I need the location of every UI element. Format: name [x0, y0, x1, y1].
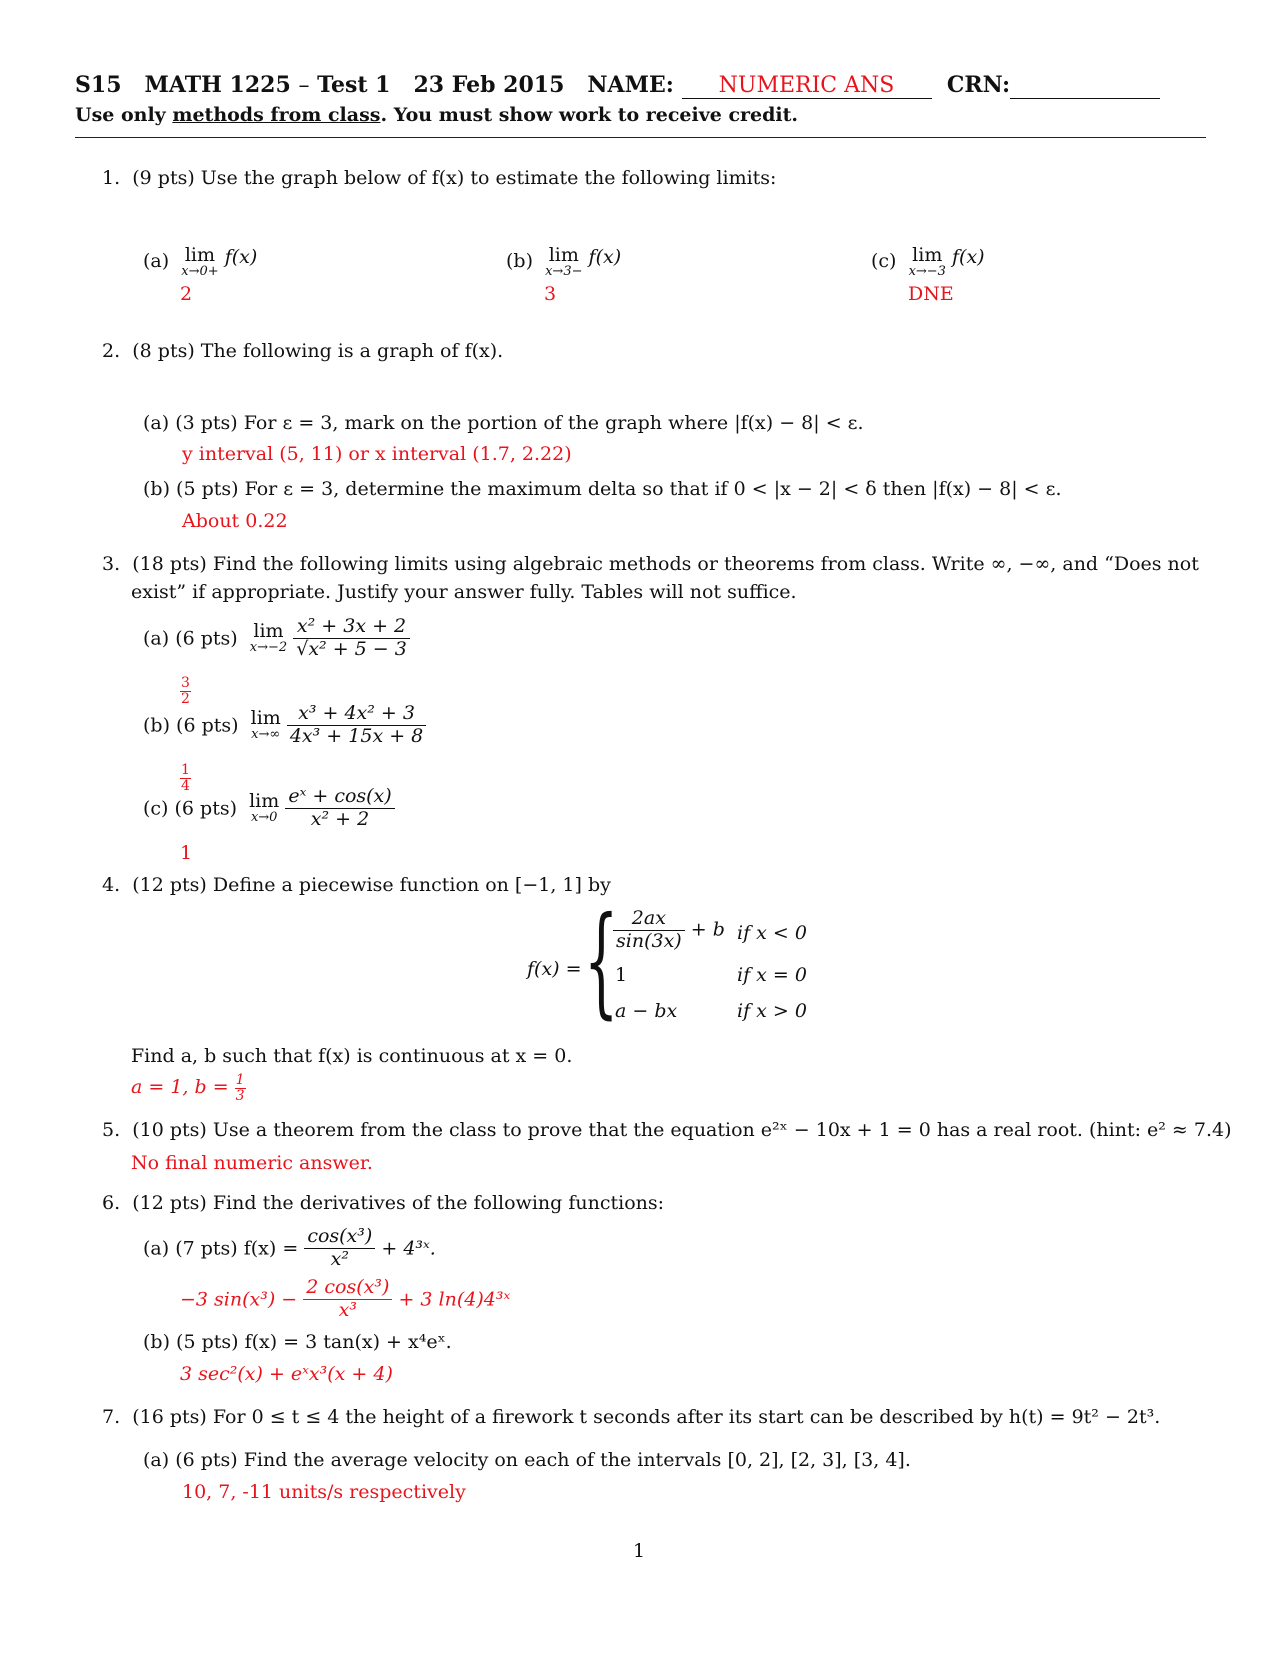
q2-number: 2. [102, 340, 121, 362]
q1a [143, 246, 257, 278]
instructions-text-end: . You must show work to receive credit. [380, 104, 799, 126]
q5-text: (10 pts) Use a theorem from the class to prove that the equation e²ˣ − 10x + 1 = 0 has a real root. (hint: e² ≈ 7.4) [132, 1119, 1232, 1141]
q3b-numerator: x³ + 4x² + 3 [287, 703, 426, 726]
q6a-answer-post: + 3 ln(4)4³ˣ [398, 1288, 511, 1311]
q2b-text: (b) (5 pts) For ε = 3, determine the maximum delta so that if 0 < |x − 2| < δ then |f(x) − 8| < ε. [143, 478, 1062, 500]
q3c-lim: lim [249, 790, 280, 813]
instructions-text: Use only [75, 104, 173, 126]
q1b-answer: 3 [544, 283, 557, 305]
q4-find-prompt: Find a, b such that f(x) is continuous at x = 0. [131, 1045, 573, 1067]
q4-answer [131, 1073, 246, 1103]
q6a-numerator: cos(x³) [304, 1226, 375, 1249]
q3a-answer-num: 3 [181, 675, 190, 691]
q4-prompt [102, 874, 611, 896]
q3b-label: (b) (6 pts) [143, 714, 239, 737]
q4-answer-num: 1 [235, 1072, 245, 1088]
q3-text-line2: exist” if appropriate. Justify your answer fully. Tables will not suffice. [131, 581, 797, 603]
name-label: NAME: [587, 72, 674, 98]
q4-lhs: f(x) = [527, 958, 582, 980]
q3c-denominator: x² + 2 [310, 807, 370, 830]
q6-prompt [102, 1192, 664, 1214]
q3b-answer-den: 4 [181, 777, 190, 794]
q3-text-line1: (18 pts) Find the following limits using algebraic methods or theorems from class. Write ∞, −∞, and “Does not [132, 553, 1199, 575]
q4-text: (12 pts) Define a piecewise function on [−1, 1] by [132, 874, 611, 896]
q1b [506, 246, 621, 278]
q6a-label: (a) (7 pts) f(x) = [143, 1237, 299, 1260]
q3c-answer: 1 [180, 842, 193, 864]
q6b-text: (b) (5 pts) f(x) = 3 tan(x) + x⁴eˣ. [143, 1331, 452, 1353]
q1b-label: (b) [506, 250, 533, 272]
q4-case1-tail: + b [690, 918, 725, 941]
q3-prompt [102, 553, 1199, 575]
instructions [75, 104, 798, 126]
exam-header [75, 72, 1160, 99]
q6a [143, 1226, 436, 1271]
q7a-answer: 10, 7, -11 units/s respectively [182, 1481, 466, 1503]
q2b-answer: About 0.22 [182, 510, 288, 532]
q3a [143, 616, 410, 661]
q3b-sub: x→∞ [251, 727, 281, 743]
instructions-underlined: methods from class [172, 104, 381, 126]
q1c-label: (c) [871, 250, 897, 272]
header-divider [75, 137, 1206, 138]
q4-number: 4. [102, 874, 121, 896]
q2-prompt [102, 340, 503, 362]
q1-prompt [102, 167, 776, 189]
q2-text: (8 pts) The following is a graph of f(x). [132, 340, 504, 362]
q3a-label: (a) (6 pts) [143, 627, 238, 650]
q6a-tail: + 4³ˣ. [381, 1237, 436, 1260]
q7-number: 7. [102, 1406, 121, 1428]
q3b [143, 703, 426, 748]
q1c-answer: DNE [908, 283, 954, 305]
q1b-sub: x→3− [545, 264, 583, 279]
q3b-answer-num: 1 [181, 762, 190, 778]
q3c-label: (c) (6 pts) [143, 797, 238, 820]
q3a-sub: x→−2 [249, 640, 288, 656]
q7a-text: (a) (6 pts) Find the average velocity on each of the intervals [0, 2], [2, 3], [3, 4]. [143, 1449, 911, 1471]
q3a-answer [180, 676, 191, 706]
q4-case3-cond: if x > 0 [737, 1000, 807, 1022]
q2a-text: (a) (3 pts) For ε = 3, mark on the portion of the graph where |f(x) − 8| < ε. [143, 412, 864, 434]
q4-answer-den: 3 [235, 1087, 245, 1104]
q4-case3: a − bx [615, 1000, 678, 1022]
q4-brace: { [584, 892, 619, 1031]
q1c [871, 246, 985, 278]
q4-case1-num: 2ax [613, 908, 685, 931]
q1-text: (9 pts) Use the graph below of f(x) to estimate the following limits: [132, 167, 777, 189]
page-number: 1 [633, 1540, 646, 1562]
q3c-sub: x→0 [250, 810, 278, 826]
q6a-answer-den: x³ [338, 1298, 358, 1321]
q4-case2-cond: if x = 0 [737, 964, 807, 986]
name-field [682, 73, 932, 99]
q3a-numerator: x² + 3x + 2 [293, 616, 410, 639]
q6b-answer: 3 sec²(x) + eˣx³(x + 4) [180, 1363, 393, 1385]
q4-case1-den: sin(3x) [616, 929, 682, 952]
q3c-numerator: eˣ + cos(x) [285, 786, 394, 809]
q2a-answer: y interval (5, 11) or x interval (1.7, 2.22) [182, 443, 572, 465]
q1a-expr: f(x) [224, 246, 258, 268]
q1c-lim: lim [912, 244, 943, 266]
crn-field [1010, 72, 1160, 99]
exam-date: 23 Feb 2015 [413, 72, 565, 98]
q1c-expr: f(x) [952, 246, 985, 268]
q6a-answer-num: 2 cos(x³) [303, 1277, 392, 1300]
q6-text: (12 pts) Find the derivatives of the following functions: [132, 1192, 665, 1214]
q4-case1 [613, 908, 725, 953]
q4-answer-text: a = 1, b = [131, 1076, 235, 1099]
q3a-answer-den: 2 [181, 690, 190, 707]
q5-number: 5. [102, 1119, 121, 1141]
q1a-sub: x→0+ [181, 264, 219, 279]
course-code: S15 [75, 72, 122, 98]
q6a-answer [180, 1277, 510, 1322]
q3a-lim: lim [253, 620, 284, 643]
q6a-denominator: x² [330, 1247, 349, 1270]
name-value: NUMERIC ANS [718, 73, 895, 98]
crn-label: CRN: [946, 72, 1011, 98]
q7-prompt [102, 1406, 1160, 1428]
q7-text: (16 pts) For 0 ≤ t ≤ 4 the height of a firework t seconds after its start can be described by h(t) = 9t² − 2t³. [132, 1406, 1161, 1428]
q1a-lim: lim [184, 244, 216, 266]
q3c [143, 786, 395, 831]
q3b-denominator: 4x³ + 15x + 8 [289, 724, 424, 747]
q1a-label: (a) [143, 250, 170, 272]
q5-prompt [102, 1119, 1232, 1141]
q1a-answer: 2 [180, 283, 193, 305]
q4-case2: 1 [615, 964, 628, 986]
q3a-denominator: √x² + 5 − 3 [296, 637, 407, 660]
q6a-answer-pre: −3 sin(x³) − [180, 1288, 298, 1311]
q1-number: 1. [102, 167, 121, 189]
q3-number: 3. [102, 553, 121, 575]
header-dash: – [298, 73, 310, 98]
q1b-lim: lim [548, 244, 579, 266]
q3b-lim: lim [250, 707, 281, 730]
q1c-sub: x→−3 [908, 264, 946, 279]
test-title: Test 1 [317, 72, 391, 98]
q5-answer: No final numeric answer. [131, 1152, 373, 1174]
q4-case1-cond: if x < 0 [737, 922, 807, 944]
subject: MATH 1225 [144, 72, 291, 98]
q6-number: 6. [102, 1192, 121, 1214]
q1b-expr: f(x) [588, 246, 622, 268]
